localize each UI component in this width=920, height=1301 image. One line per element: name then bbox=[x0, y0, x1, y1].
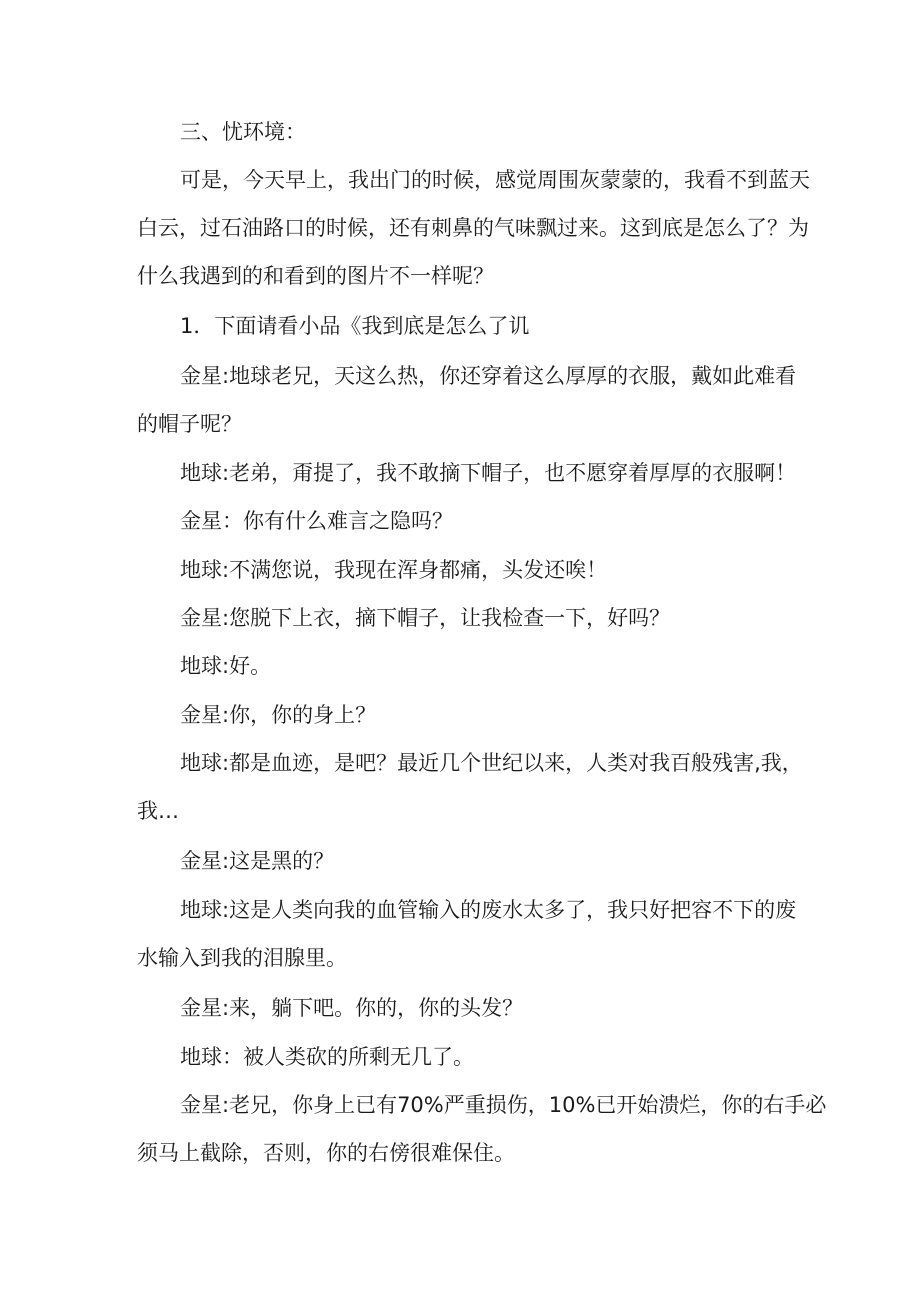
text-line: 地球:都是血迹，是吧？最近几个世纪以来，人类对我百般残害,我， bbox=[180, 751, 803, 775]
text-line: 什么我遇到的和看到的图片不一样呢？ bbox=[137, 264, 494, 288]
dialogue-line bbox=[0, 837, 920, 885]
text-line: 1．下面请看小品《我到底是怎么了讥 bbox=[180, 314, 530, 338]
paragraph bbox=[0, 156, 920, 300]
text-line: 金星:老兄，你身上已有70%严重损伤，10%已开始溃烂，你的右手必 bbox=[180, 1093, 827, 1117]
dialogue-line bbox=[0, 886, 920, 982]
dialogue-line bbox=[0, 984, 920, 1032]
text-line: 可是，今天早上，我出门的时候，感觉周围灰蒙蒙的，我看不到蓝天 bbox=[180, 168, 810, 192]
text-line: 地球：被人类砍的所剩无几了。 bbox=[180, 1045, 474, 1069]
text-line: 金星:地球老兄，天这么热，你还穿着这么厚厚的衣服，戴如此难看 bbox=[180, 364, 797, 388]
paragraph bbox=[0, 302, 920, 350]
text-line: 地球:不满您说，我现在浑身都痛，头发还唉！ bbox=[180, 558, 608, 582]
text-line: 金星:您脱下上衣，摘下帽子，让我检查一下，好吗？ bbox=[180, 606, 671, 630]
dialogue-line bbox=[0, 546, 920, 594]
text-line: 须马上截除，否则，你的右傍很难保住。 bbox=[137, 1141, 515, 1165]
dialogue-line bbox=[0, 594, 920, 642]
text-line: 地球:好。 bbox=[180, 654, 272, 678]
text-line: 我… bbox=[137, 799, 179, 823]
dialogue-line bbox=[0, 352, 920, 448]
dialogue-line bbox=[0, 1081, 920, 1177]
text-line: 水输入到我的泪腺里。 bbox=[137, 946, 347, 970]
section-heading bbox=[0, 108, 920, 156]
text-line: 的帽子呢？ bbox=[137, 412, 242, 436]
text-line: 三、忧环境： bbox=[180, 120, 306, 144]
text-line: 地球:老弟，甭提了，我不敢摘下帽子，也不愿穿着厚厚的衣服啊！ bbox=[180, 461, 797, 485]
text-line: 金星:来，躺下吧。你的，你的头发？ bbox=[180, 996, 524, 1020]
dialogue-line bbox=[0, 1033, 920, 1081]
text-line: 金星：你有什么难言之隐吗？ bbox=[180, 509, 453, 533]
text-line: 白云，过石油路口的时候，还有刺鼻的气味飘过来。这到底是怎么了？为 bbox=[137, 216, 809, 240]
text-line: 地球:这是人类向我的血管输入的废水太多了，我只好把容不下的废 bbox=[180, 898, 797, 922]
dialogue-line bbox=[0, 642, 920, 690]
text-line: 金星:这是黑的？ bbox=[180, 849, 335, 873]
dialogue-line bbox=[0, 739, 920, 835]
dialogue-line bbox=[0, 449, 920, 497]
text-line: 金星:你，你的身上？ bbox=[180, 703, 377, 727]
dialogue-line bbox=[0, 497, 920, 545]
dialogue-line bbox=[0, 691, 920, 739]
